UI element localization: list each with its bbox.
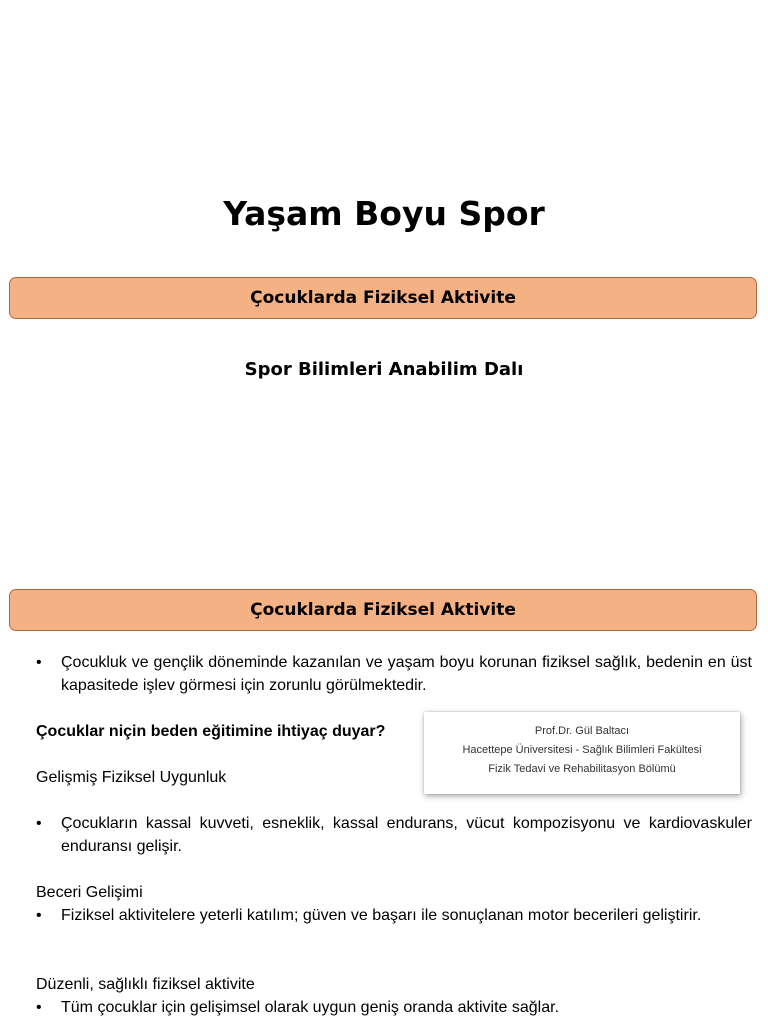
question-heading: Çocuklar niçin beden eğitimine ihtiyaç duyar? (36, 723, 386, 740)
section2-bullet (36, 904, 752, 927)
author-university: Hacettepe Üniversitesi - Sağlık Bilimleri Fakültesi (462, 744, 702, 756)
section2-bullet-text: Fiziksel aktivitelere yeterli katılım; güven ve başarı ile sonuçlanan motor becerileri geliştirir. (61, 907, 702, 924)
bullet-marker: • (36, 999, 42, 1016)
author-name: Prof.Dr. Gül Baltacı (534, 725, 630, 737)
section1-bullet (36, 812, 752, 858)
section3-bullet-text: Tüm çocuklar için gelişimsel olarak uygun geniş oranda aktivite sağlar. (61, 999, 560, 1016)
bullet-marker: • (36, 654, 42, 671)
bullet-marker: • (36, 815, 42, 832)
author-department: Fizik Tedavi ve Rehabilitasyon Bölümü (488, 763, 676, 775)
topic-banner (9, 277, 757, 319)
department-subtitle: Spor Bilimleri Anabilim Dalı (244, 359, 524, 380)
intro-block (36, 651, 752, 697)
topic-banner-text: Çocuklarda Fiziksel Aktivite (250, 288, 516, 308)
section-banner-text: Çocuklarda Fiziksel Aktivite (250, 600, 516, 620)
section1-block (36, 812, 752, 858)
section3-block (36, 996, 752, 1019)
intro-bullet (36, 651, 752, 697)
section2-block (36, 904, 752, 927)
section2-heading: Beceri Gelişimi (36, 884, 143, 901)
section1-bullet-text: Çocukların kassal kuvveti, esneklik, kassal endurans, vücut kompozisyonu ve kardiovaskuler enduransı gelişir. (61, 815, 752, 855)
section3-bullet (36, 996, 752, 1019)
section1-heading: Gelişmiş Fiziksel Uygunluk (36, 769, 227, 786)
bullet-marker: • (36, 907, 42, 924)
slide-title: Yaşam Boyu Spor (223, 194, 545, 233)
author-card (424, 712, 740, 794)
section-banner (9, 589, 757, 631)
intro-bullet-text: Çocukluk ve gençlik döneminde kazanılan ve yaşam boyu korunan fiziksel sağlık, bedenin en üst kapasitede işlev görmesi için zorunlu görülmektedir. (61, 654, 752, 694)
section3-heading: Düzenli, sağlıklı fiziksel aktivite (36, 976, 255, 993)
